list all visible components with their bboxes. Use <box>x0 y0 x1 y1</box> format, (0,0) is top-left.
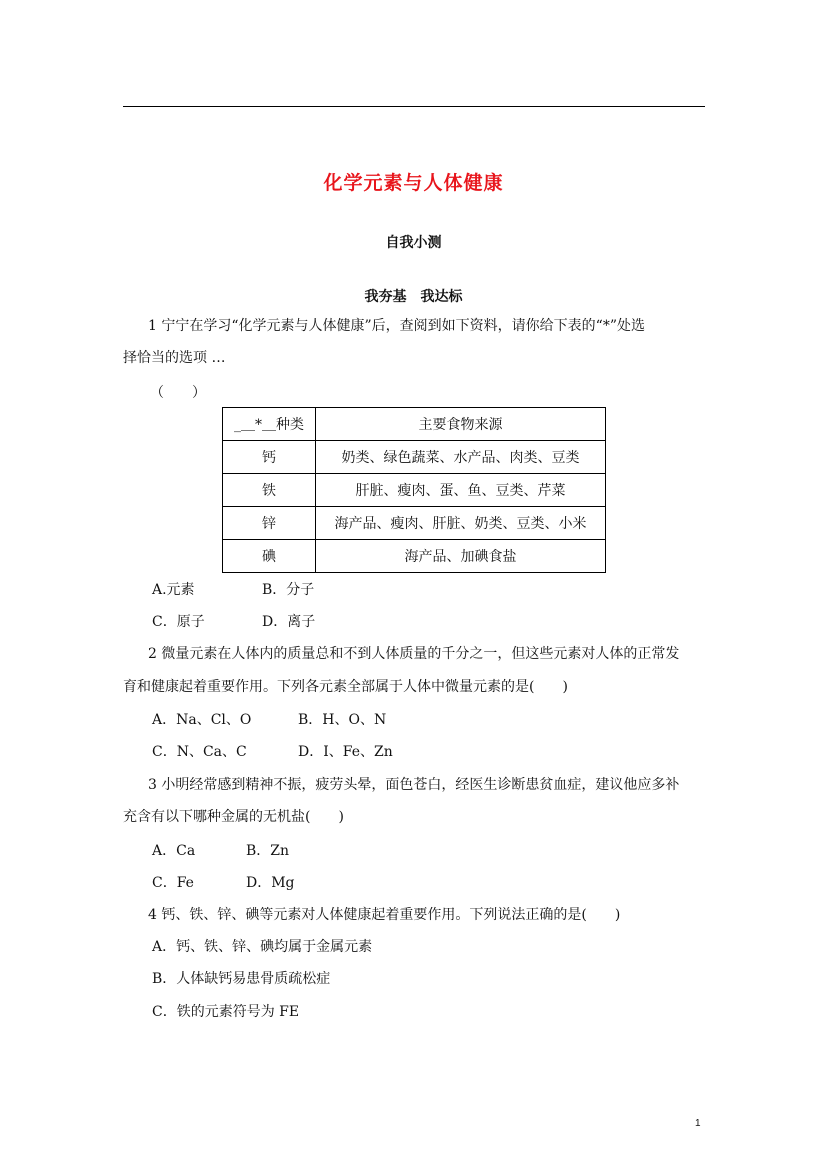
header-rule <box>123 106 705 107</box>
section-heading: 我夯基 我达标 <box>364 289 463 305</box>
q4-option-c: C．铁的元素符号为 FE <box>152 1004 300 1020</box>
table-row <box>223 441 606 474</box>
table-row <box>223 540 606 573</box>
page-number: 1 <box>695 1118 701 1129</box>
q1-option-c: C．原子 <box>152 614 205 630</box>
table-row <box>223 507 606 540</box>
table-cell-sources: 海产品、加碘食盐 <box>316 540 606 573</box>
question-2-line-2: 育和健康起着重要作用。下列各元素全部属于人体中微量元素的是( ) <box>123 679 568 695</box>
question-1-answer-paren: （ ） <box>150 385 206 401</box>
question-3-line-1: 3 小明经常感到精神不振，疲劳头晕，面色苍白，经医生诊断患贫血症，建议他应多补 <box>148 777 680 793</box>
table-cell-element: 钙 <box>223 441 316 474</box>
question-4-line-1: 4 钙、铁、锌、碘等元素对人体健康起着重要作用。下列说法正确的是( ) <box>148 907 621 923</box>
question-1-line-1: 1 宁宁在学习“化学元素与人体健康”后，查阅到如下资料，请你给下表的“*”处选 <box>148 318 645 334</box>
q2-option-d: D．I、Fe、Zn <box>298 744 393 760</box>
table-cell-element: 铁 <box>223 474 316 507</box>
page-subtitle: 自我小测 <box>385 235 442 251</box>
table-cell-element: 锌 <box>223 507 316 540</box>
q3-option-a: A．Ca <box>152 843 196 859</box>
food-source-table <box>222 407 606 573</box>
q3-option-c: C．Fe <box>152 875 194 891</box>
q4-option-a: A．钙、铁、锌、碘均属于金属元素 <box>152 939 373 955</box>
q3-option-b: B．Zn <box>246 843 290 859</box>
table-header-row <box>223 408 606 441</box>
table-header-cell: _＿*＿种类 <box>223 408 316 441</box>
page-title: 化学元素与人体健康 <box>323 172 504 194</box>
table-cell-sources: 海产品、瘦肉、肝脏、奶类、豆类、小米 <box>316 507 606 540</box>
question-3-line-2: 充含有以下哪种金属的无机盐( ) <box>123 809 344 825</box>
question-1-line-2: 择恰当的选项 … <box>123 350 226 366</box>
q2-option-c: C．N、Ca、C <box>152 744 247 760</box>
q1-option-a: A.元素 <box>152 582 195 598</box>
q3-option-d: D．Mg <box>246 875 295 891</box>
table-cell-sources: 肝脏、瘦肉、蛋、鱼、豆类、芹菜 <box>316 474 606 507</box>
q4-option-b: B．人体缺钙易患骨质疏松症 <box>152 971 331 987</box>
table-cell-element: 碘 <box>223 540 316 573</box>
table-row <box>223 474 606 507</box>
q1-option-d: D．离子 <box>262 614 316 630</box>
question-2-line-1: 2 微量元素在人体内的质量总和不到人体质量的千分之一，但这些元素对人体的正常发 <box>148 646 680 662</box>
q2-option-a: A．Na、Cl、O <box>152 712 252 728</box>
q1-option-b: B．分子 <box>262 582 315 598</box>
table-header-cell: 主要食物来源 <box>316 408 606 441</box>
table-cell-sources: 奶类、绿色蔬菜、水产品、肉类、豆类 <box>316 441 606 474</box>
q2-option-b: B．H、O、N <box>298 712 387 728</box>
